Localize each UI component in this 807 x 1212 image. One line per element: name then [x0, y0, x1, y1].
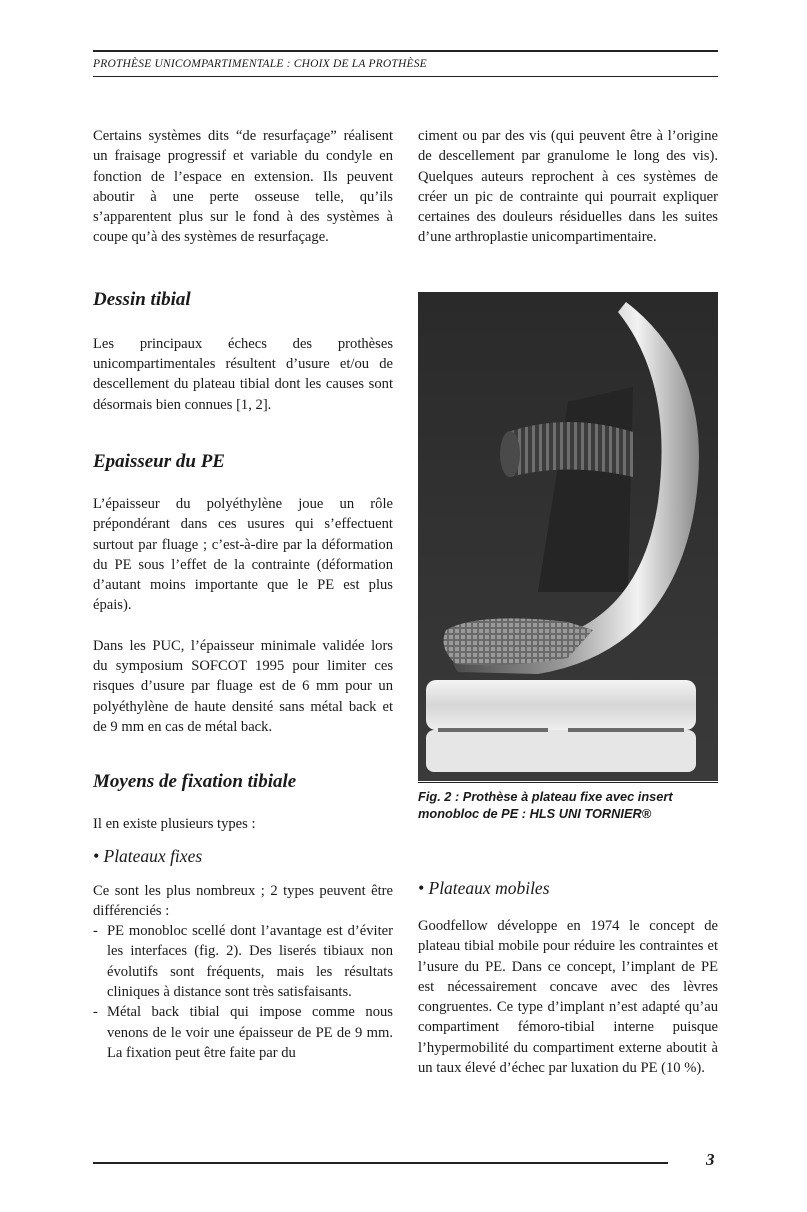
- left-column: [93, 126, 393, 1063]
- heading-dessin-tibial: Dessin tibial: [93, 288, 191, 310]
- paragraph-dessin-tibial: Les principaux échecs des prothèses unicompartimentales résultent d’usure et/ou de descellement du plateau tibial dont les causes sont désormais bien connues [1, 2].: [93, 335, 393, 413]
- paragraph-fixation: Il en existe plusieurs types :: [93, 816, 256, 833]
- figure-prosthesis-photo: [418, 292, 718, 781]
- heading-plateaux-fixes: • Plateaux fixes: [93, 845, 203, 866]
- list-item: - Métal back tibial qui impose comme nous venons de le voir une épaisseur de PE de 9 mm. La fixation peut être faite par du: [93, 1002, 393, 1063]
- paragraph-epaisseur-2: Dans les PUC, l’épaisseur minimale validée lors du symposium SOFCOT 1995 pour limiter ces risques d’usure par fluage est de 6 mm pour un polyéthylène de haute densité sans métal back et de 9 mm en cas de métal back.: [93, 637, 393, 735]
- continuation-paragraph: ciment ou par des vis (qui peuvent être à l’origine de descellement par granulome le long des vis). Quelques auteurs reprochent à ces systèmes de créer un pic de contrainte qui pourrait expliquer certaines des douleurs résiduelles dans les suites d’une arthroplastie unicompartimentaire.: [418, 128, 718, 246]
- heading-moyens-fixation: Moyens de fixation tibiale: [93, 771, 297, 793]
- paragraph-plateaux-fixes: Ce sont les plus nombreux ; 2 types peuvent être différenciés :: [93, 882, 393, 919]
- right-column-lower: [418, 877, 718, 1078]
- footer-rule: [93, 1162, 668, 1164]
- fixed-plateau-types-list: [93, 921, 393, 1063]
- list-item: - PE monobloc scellé dont l’avantage est d’éviter les interfaces (fig. 2). Des liserés tibiaux non évolutifs sont fréquents, mais les résultats cliniques à distance sont très satisfaisants.: [93, 921, 393, 1002]
- page-number: 3: [706, 1150, 715, 1169]
- paragraph-plateaux-mobiles: Goodfellow développe en 1974 le concept de plateau tibial mobile pour réduire les contraintes et l’usure du PE. Dans ce concept, l’implant de PE est nécessairement concave avec des lèvres congruentes. Ce type d’implant n’est adapté qu’au compartiment fémoro-tibial interne puisque l’hypermobilité du compartiment externe aboutit à un taux élevé d’échec par luxation du PE (10 %).: [418, 918, 718, 1077]
- right-column: [418, 126, 718, 248]
- heading-plateaux-mobiles: • Plateaux mobiles: [418, 878, 550, 898]
- running-header: PROTHÈSE UNICOMPARTIMENTALE : CHOIX DE LA PROTHÈSE: [93, 58, 427, 70]
- header-rule-top: [93, 50, 718, 52]
- heading-epaisseur-pe: Epaisseur du PE: [93, 450, 225, 472]
- intro-paragraph: Certains systèmes dits “de resurfaçage” réalisent un fraisage progressif et variable du condyle en fonction de l’espace en extension. Ils peuvent aboutir à une perte osseuse telle, qu’ils s’apparentent plus sur le fond à des systèmes à coupe qu’à des systèmes de resurfaçage.: [93, 128, 393, 246]
- paragraph-epaisseur-1: L’épaisseur du polyéthylène joue un rôle prépondérant dans ces usures qui s’effectuent surtout par fluage ; c’est-à-dire par la déformation du PE sous l’effet de la contrainte (déformation d’autant moins importante que le PE est plus épais).: [93, 495, 393, 614]
- figure-caption: Fig. 2 : Prothèse à plateau fixe avec insert monobloc de PE : HLS UNI TORNIER®: [418, 789, 673, 821]
- prosthesis-illustration: [418, 292, 718, 781]
- header-rule-bottom: [93, 76, 718, 77]
- figure-bottom-rule: [418, 782, 718, 783]
